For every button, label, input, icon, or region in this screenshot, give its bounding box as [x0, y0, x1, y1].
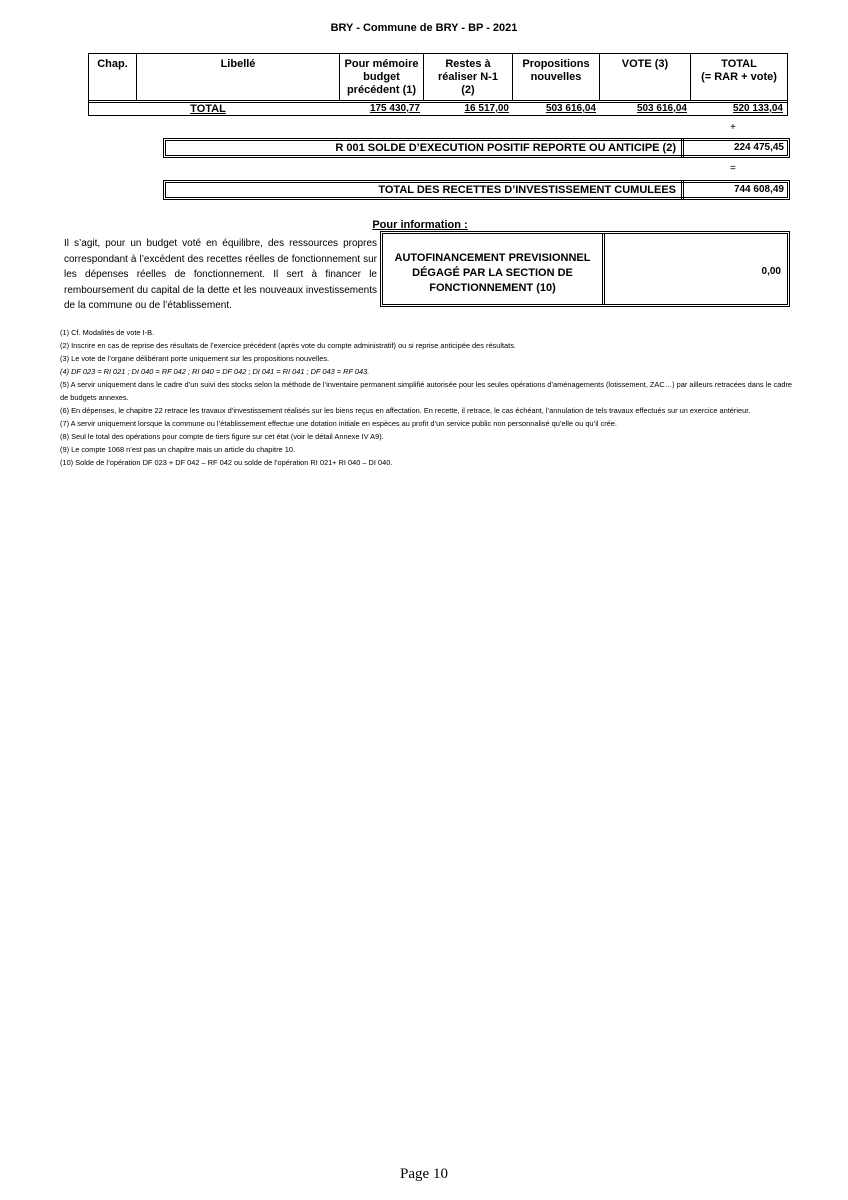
- equals-sign: =: [730, 163, 736, 174]
- document-title: BRY - Commune de BRY - BP - 2021: [330, 22, 518, 34]
- r001-value: 224 475,45: [733, 142, 784, 153]
- header-pour-memoire: Pour mémoire budget précédent (1): [340, 54, 424, 100]
- total-recettes-label: TOTAL DES RECETTES D’INVESTISSEMENT CUMULEES: [378, 184, 676, 196]
- footnote-4: (4) DF 023 = RI 021 ; DI 040 = RF 042 ; RI 040 = DF 042 ; DI 041 = RI 041 ; DF 043 = RF 043.: [60, 367, 370, 376]
- plus-sign: +: [730, 122, 736, 133]
- header-vote: VOTE (3): [600, 54, 691, 100]
- header-propositions: Propositions nouvelles: [513, 54, 600, 100]
- footnote-7: (7) A servir uniquement lorsque la commune ou l’établissement effectue une dotation initiale en espèces au profit d’un service public non personnalisé qu’elle ou qu’il crée.: [60, 419, 617, 428]
- footnote-1: (1) Cf. Modalités de vote I-B.: [60, 328, 155, 337]
- total-memoire: 175 430,77: [369, 103, 420, 114]
- total-total: 520 133,04: [732, 103, 783, 114]
- footnotes: [60, 326, 795, 469]
- footnote-5: (5) A servir uniquement dans le cadre d’un suivi des stocks selon la méthode de l’inventaire permanent simplifié autorisée pour les seules opérations d’aménagements (lotissement, ZAC…) par ailleurs retracées dans le cadre de budgets annexes.: [60, 380, 793, 402]
- r001-divider: [681, 138, 684, 158]
- footnote-6: (6) En dépenses, le chapitre 22 retrace les travaux d’investissement réalisés sur les biens reçus en affectation. En recette, il retrace, le cas échéant, l’annulation de tels travaux effectués sur un exercice antérieur.: [60, 406, 751, 415]
- footnote-8: (8) Seul le total des opérations pour compte de tiers figure sur cet état (voir le détail Annexe IV A9).: [60, 432, 384, 441]
- summary-table: [88, 53, 788, 116]
- table-row-total: [89, 103, 787, 115]
- autofinancement-value: 0,00: [761, 266, 781, 277]
- footnote-9: (9) Le compte 1068 n’est pas un chapitre mais un article du chapitre 10.: [60, 445, 295, 454]
- header-restes-a-realiser: Restes à réaliser N-1 (2): [424, 54, 513, 100]
- header-total: TOTAL (= RAR + vote): [701, 58, 777, 83]
- info-title: Pour information :: [372, 219, 468, 231]
- header-chap: Chap.: [89, 54, 137, 100]
- total-restes: 16 517,00: [464, 103, 509, 114]
- page-number: Page 10: [400, 1166, 448, 1182]
- r001-label: R 001 SOLDE D’EXECUTION POSITIF REPORTE OU ANTICIPE (2): [335, 142, 676, 154]
- total-vote: 503 616,04: [636, 103, 687, 114]
- info-text: Il s’agit, pour un budget voté en équilibre, des ressources propres correspondant à l’excédent des recettes réelles de fonctionnement sur les dépenses réelles de fonctionnement. Il sert à financer le remboursement du capital de la dette et les nouveaux investissements de la commune ou de l’établissement.: [64, 238, 377, 312]
- autofinancement-label: AUTOFINANCEMENT PREVISIONNEL DÉGAGÉ PAR LA SECTION DE FONCTIONNEMENT (10): [383, 234, 605, 304]
- r001-box: [163, 138, 790, 158]
- total-recettes-divider: [681, 180, 684, 200]
- header-libelle: Libellé: [137, 54, 340, 100]
- total-recettes-value: 744 608,49: [733, 184, 784, 195]
- total-label: TOTAL: [190, 103, 226, 115]
- autofinancement-box: [380, 231, 790, 307]
- footnote-10: (10) Solde de l’opération DF 023 + DF 042 – RF 042 ou solde de l’opération RI 021+ RI 040 – DI 040.: [60, 458, 393, 467]
- total-recettes-box: [163, 180, 790, 200]
- footnote-2: (2) Inscrire en cas de reprise des résultats de l’exercice précédent (après vote du compte administratif) ou si reprise anticipée des résultats.: [60, 341, 516, 350]
- footnote-3: (3) Le vote de l’organe délibérant porte uniquement sur les propositions nouvelles.: [60, 354, 330, 363]
- total-propositions: 503 616,04: [545, 103, 596, 114]
